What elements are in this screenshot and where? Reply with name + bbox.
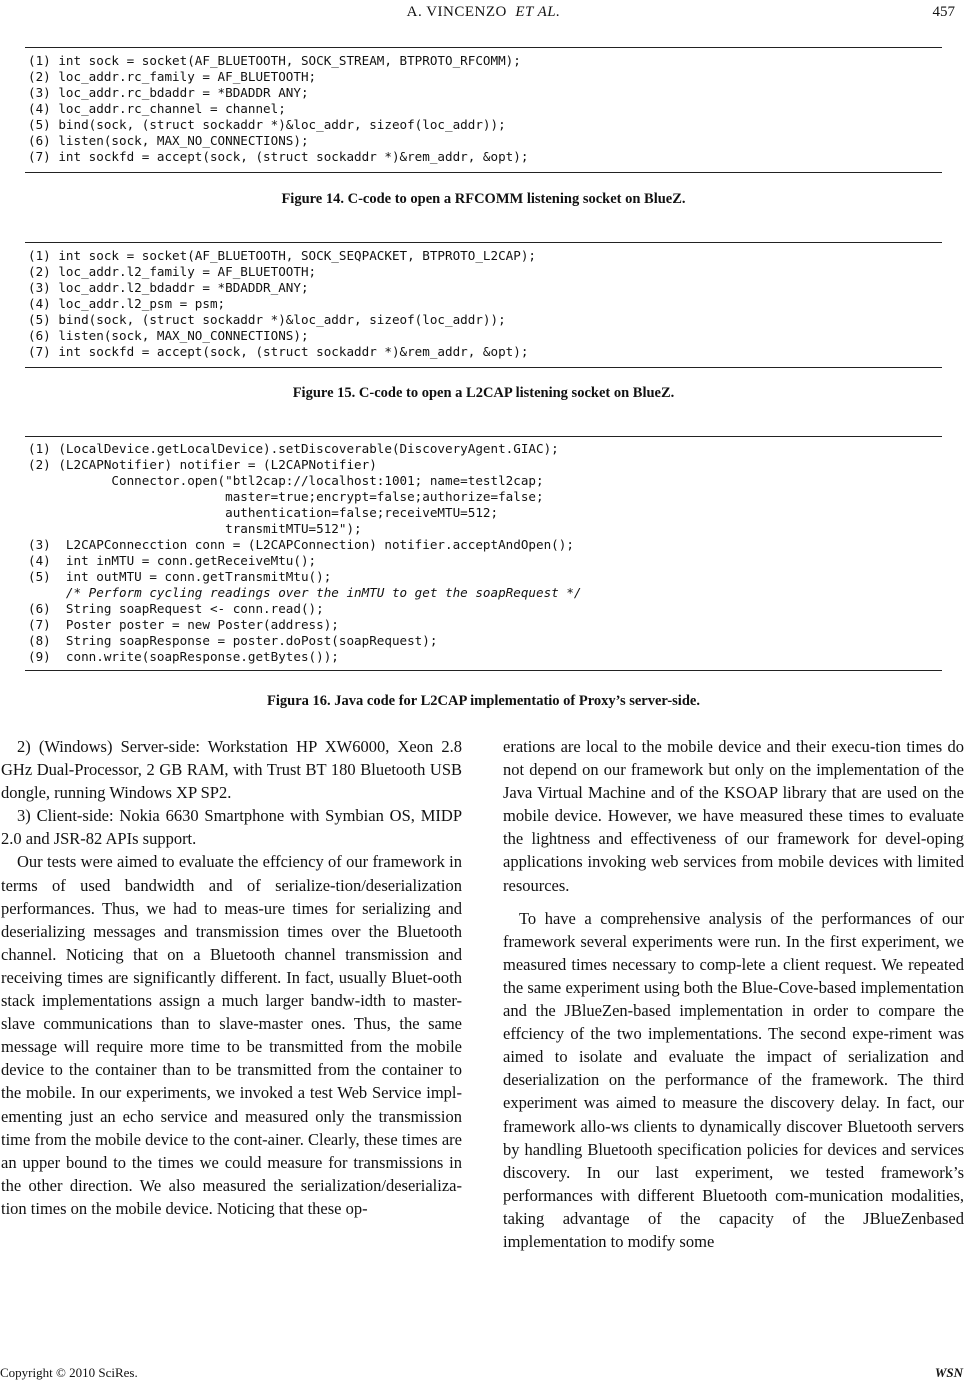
left-text-column	[1, 735, 462, 1220]
figure-14-code	[25, 48, 942, 165]
paragraph: To have a comprehensive analysis of the performances of our framework several experiments were run. In the first experiment, we measured times necessary to comp-lete a client request. We repeated the same experiment using both the Blue-Cove-based implementation and the JBlueZen-based implementation in order to compare the effciency of the two implementations. The second expe-riment was aimed to isolate and evaluate the impact of serialization and deserialization on the performance of the framework. The third experiment was aimed to measure the discovery delay. In fact, our framework allo-ws clients to dynamically discover Bluetooth servers by handling Bluetooth specification policies for devices and services discovery. In our last experiment, we tested framework’s performances with different Bluetooth com-munication modalities, taking advantage of the capacity of the JBlueZenbased implementation to modify some	[503, 908, 964, 1251]
figure-15-code-block	[25, 242, 942, 368]
code-line: (2) (L2CAPNotifier) notifier = (L2CAPNotifier)	[28, 457, 377, 472]
code-line: (7) int sockfd = accept(sock, (struct sockaddr *)&rem_addr, &opt);	[28, 149, 529, 164]
code-line: (5) bind(sock, (struct sockaddr *)&loc_addr, sizeof(loc_addr));	[28, 312, 506, 327]
code-line: Connector.open("btl2cap://localhost:1001; name=testl2cap;	[28, 473, 544, 488]
figure-15-code	[25, 243, 942, 360]
code-line: (5) bind(sock, (struct sockaddr *)&loc_addr, sizeof(loc_addr));	[28, 117, 506, 132]
figure-15-caption: Figure 15. C-code to open a L2CAP listening socket on BlueZ.	[292, 385, 675, 401]
paragraph: 2) (Windows) Server-side: Workstation HP XW6000, Xeon 2.8 GHz Dual-Processor, 2 GB RAM, with Trust BT 180 Bluetooth USB dongle, running Windows XP SP2.	[1, 737, 462, 803]
code-line: (9) conn.write(soapResponse.getBytes());	[28, 649, 339, 664]
figure-14-code-block	[25, 47, 942, 173]
code-line: (1) (LocalDevice.getLocalDevice).setDiscoverable(DiscoveryAgent.GIAC);	[28, 441, 559, 456]
code-line: (8) String soapResponse = poster.doPost(soapRequest);	[28, 633, 438, 648]
paragraph: Our tests were aimed to evaluate the effciency of our framework in terms of used bandwidth and of serialize-tion/deserialization performances. Thus, we had to meas-ure times for serializing and deserializing messages and transmission times over the Bluetooth channel. Noticing that on a Bluetooth channel transmission and receiving times are significantly different. In fact, usually Bluet-ooth stack implementations assign a much larger bandw-idth to master-slave communications than to slave-master ones. Thus, the same message will require more time to be transmitted from the mobile device to the container than to be transmitted from the container to the mobile. In our experiments, we invoked a test Web Service impl-ementing just an echo service and measured only the transmission time from the mobile device to the cont-ainer. Clearly, these times are an upper bound to the times we could measure for transmissions in the other direction. We also measured the serialization/deserializa-tion times on the mobile device. Noticing that these op-	[1, 852, 462, 1218]
code-line: (4) int inMTU = conn.getReceiveMtu();	[28, 553, 317, 568]
code-line: (6) String soapRequest <- conn.read();	[28, 601, 324, 616]
code-line: (3) L2CAPConnecction conn = (L2CAPConnection) notifier.acceptAndOpen();	[28, 537, 574, 552]
code-line: (7) Poster poster = new Poster(address);	[28, 617, 339, 632]
code-line: (3) loc_addr.l2_bdaddr = *BDADDR_ANY;	[28, 280, 309, 295]
code-line: (3) loc_addr.rc_bdaddr = *BDADDR ANY;	[28, 85, 309, 100]
code-line: (4) loc_addr.l2_psm = psm;	[28, 296, 226, 311]
code-line: (6) listen(sock, MAX_NO_CONNECTIONS);	[28, 133, 309, 148]
journal-footer: WSN	[934, 1365, 963, 1380]
code-line: (5) int outMTU = conn.getTransmitMtu();	[28, 569, 332, 584]
code-line: (7) int sockfd = accept(sock, (struct sockaddr *)&rem_addr, &opt);	[28, 344, 529, 359]
copyright-footer: Copyright © 2010 SciRes.	[0, 1365, 138, 1380]
paragraph: 3) Client-side: Nokia 6630 Smartphone with Symbian OS, MIDP 2.0 and JSR-82 APIs support.	[1, 806, 462, 849]
figure-16-caption: Figura 16. Java code for L2CAP implementatio of Proxy’s server-side.	[267, 693, 700, 709]
code-line: (4) loc_addr.rc_channel = channel;	[28, 101, 286, 116]
code-line: (6) listen(sock, MAX_NO_CONNECTIONS);	[28, 328, 309, 343]
running-header	[0, 4, 967, 21]
code-line: (1) int sock = socket(AF_BLUETOOTH, SOCK_STREAM, BTPROTO_RFCOMM);	[28, 53, 521, 68]
figure-16-code	[25, 437, 942, 665]
code-line: (2) loc_addr.l2_family = AF_BLUETOOTH;	[28, 264, 317, 279]
code-comment-line: /* Perform cycling readings over the inMTU to get the soapRequest */	[28, 585, 582, 600]
page-number: 457	[932, 4, 955, 20]
figure-16-code-block	[25, 436, 942, 671]
header-authors: A. VINCENZO	[406, 4, 507, 20]
code-line: (2) loc_addr.rc_family = AF_BLUETOOTH;	[28, 69, 317, 84]
figure-14-caption: Figure 14. C-code to open a RFCOMM listening socket on BlueZ.	[281, 191, 686, 207]
code-line: master=true;encrypt=false;authorize=false;	[28, 489, 544, 504]
code-line: transmitMTU=512");	[28, 521, 362, 536]
code-line: authentication=false;receiveMTU=512;	[28, 505, 499, 520]
paragraph: erations are local to the mobile device and their execu-tion times do not depend on our framework but only on the implementation of the Java Virtual Machine and of the KSOAP library that are used on the mobile device. However, we have measured these times to evaluate the lightness and effectiveness of our framework for devel-oping applications invoking web services from mobile devices with limited resources.	[503, 737, 964, 895]
code-line: (1) int sock = socket(AF_BLUETOOTH, SOCK_SEQPACKET, BTPROTO_L2CAP);	[28, 248, 536, 263]
right-text-column	[503, 735, 964, 1253]
header-et-al: ET AL.	[515, 4, 561, 20]
